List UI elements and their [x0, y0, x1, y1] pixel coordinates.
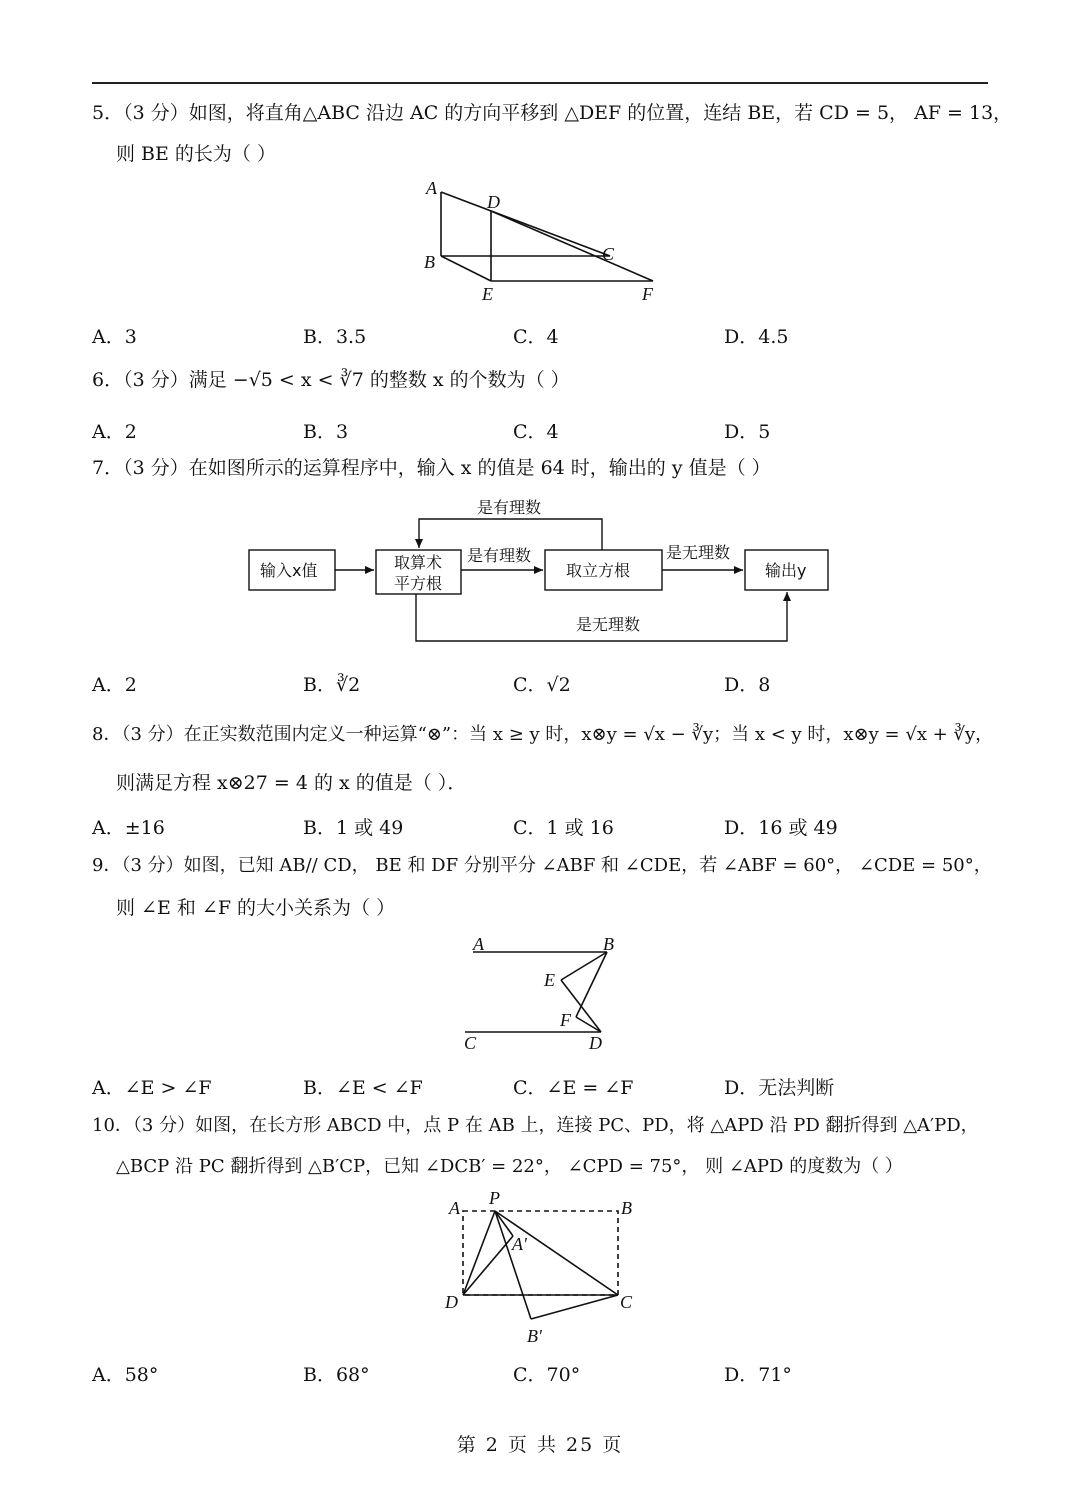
q5-label-c: C	[602, 244, 615, 264]
q7-option-c: C．√2	[513, 674, 571, 696]
q6-option-c: C．4	[513, 421, 559, 443]
q6-option-b: B．3	[303, 421, 349, 443]
q7-irrational-bottom: 是无理数	[576, 615, 641, 634]
q7-option-a: A．2	[92, 674, 137, 696]
q9-option-a: A．∠E > ∠F	[92, 1077, 212, 1099]
q9-figure	[455, 930, 635, 1055]
q8-stem-line2: 则满足方程 x⊗27 = 4 的 x 的值是（ ）．	[116, 772, 467, 794]
q5-label-b: B	[424, 252, 435, 272]
q7-flowchart	[240, 494, 840, 654]
q9-label-a: A	[473, 934, 484, 954]
q10-label-b-prime: B′	[527, 1326, 542, 1346]
q9-option-d: D．无法判断	[724, 1077, 835, 1099]
q5-figure	[410, 172, 680, 307]
q10-label-a-prime: A′	[512, 1234, 527, 1254]
q10-stem-line1: 10．（3 分）如图，在长方形 ABCD 中，点 P 在 AB 上，连接 PC、PD，将 △APD 沿 PD 翻折得到 △A′PD，	[92, 1115, 979, 1136]
q10-option-b: B．68°	[303, 1364, 370, 1386]
q9-label-b: B	[603, 934, 614, 954]
q10-label-b: B	[621, 1198, 632, 1218]
q7-sqrt-label-1: 取算术	[394, 553, 443, 572]
q7-cbrt-label: 取立方根	[566, 561, 631, 580]
q5-label-d: D	[487, 192, 500, 212]
q6-option-a: A．2	[92, 421, 137, 443]
q9-label-e: E	[544, 970, 555, 990]
q10-label-p: P	[489, 1188, 500, 1208]
q5-option-c: C．4	[513, 326, 559, 348]
q9-option-b: B．∠E < ∠F	[303, 1077, 423, 1099]
q7-option-d: D．8	[724, 674, 771, 696]
q7-stem-line1: 7．（3 分）在如图所示的运算程序中，输入 x 的值是 64 时，输出的 y 值是（ ）	[92, 457, 771, 479]
q8-option-b: B．1 或 49	[303, 817, 404, 839]
q6-stem-line1: 6．（3 分）满足 −√5 < x < ∛7 的整数 x 的个数为（ ）	[92, 369, 570, 391]
q10-figure	[440, 1188, 640, 1353]
q5-option-d: D．4.5	[724, 326, 789, 348]
q10-option-a: A．58°	[92, 1364, 159, 1386]
q9-stem-line2: 则 ∠E 和 ∠F 的大小关系为（ ）	[116, 897, 396, 919]
q9-stem-line1: 9．（3 分）如图，已知 AB// CD， BE 和 DF 分别平分 ∠ABF 和 ∠CDE，若 ∠ABF = 60°， ∠CDE = 50°，	[92, 855, 992, 876]
page-footer: 第 2 页 共 25 页	[456, 1434, 624, 1456]
q8-stem-line1: 8．（3 分）在正实数范围内定义一种运算“⊗”：当 x ≥ y 时，x⊗y = √x − ∛y；当 x < y 时，x⊗y = √x + ∛y，	[92, 724, 994, 745]
q5-stem-line2: 则 BE 的长为（ ）	[116, 143, 276, 165]
q9-option-c: C．∠E = ∠F	[513, 1077, 634, 1099]
q10-stem-line2: △BCP 沿 PC 翻折得到 △B′CP，已知 ∠DCB′ = 22°， ∠CPD = 75°， 则 ∠APD 的度数为（ ）	[116, 1156, 903, 1177]
q8-option-c: C．1 或 16	[513, 817, 614, 839]
q5-option-a: A．3	[92, 326, 137, 348]
q5-label-e: E	[482, 284, 493, 304]
q9-label-f: F	[560, 1010, 571, 1030]
q10-label-a: A	[449, 1198, 460, 1218]
q7-rational-mid: 是有理数	[467, 546, 532, 565]
q7-option-b: B．∛2	[303, 674, 361, 696]
q7-irrational-right: 是无理数	[666, 543, 731, 562]
q5-stem-line1: 5．（3 分）如图，将直角△ABC 沿边 AC 的方向平移到 △DEF 的位置，连结 BE，若 CD = 5， AF = 13，	[92, 102, 1013, 124]
q7-input-label: 输入x值	[260, 561, 318, 580]
q5-option-b: B．3.5	[303, 326, 367, 348]
q5-label-f: F	[642, 284, 653, 304]
q8-option-a: A．±16	[92, 817, 165, 839]
q9-label-d: D	[589, 1033, 602, 1053]
q5-label-a: A	[426, 178, 437, 198]
q10-option-c: C．70°	[513, 1364, 581, 1386]
q8-option-d: D．16 或 49	[724, 817, 838, 839]
q6-option-d: D．5	[724, 421, 771, 443]
q7-output-label: 输出y	[765, 561, 807, 580]
top-rule	[92, 82, 988, 84]
q10-label-c: C	[620, 1292, 633, 1312]
q7-sqrt-label-2: 平方根	[394, 574, 443, 593]
q9-label-c: C	[464, 1033, 477, 1053]
q7-rational-top: 是有理数	[477, 498, 542, 517]
q10-label-d: D	[445, 1292, 458, 1312]
q10-option-d: D．71°	[724, 1364, 792, 1386]
